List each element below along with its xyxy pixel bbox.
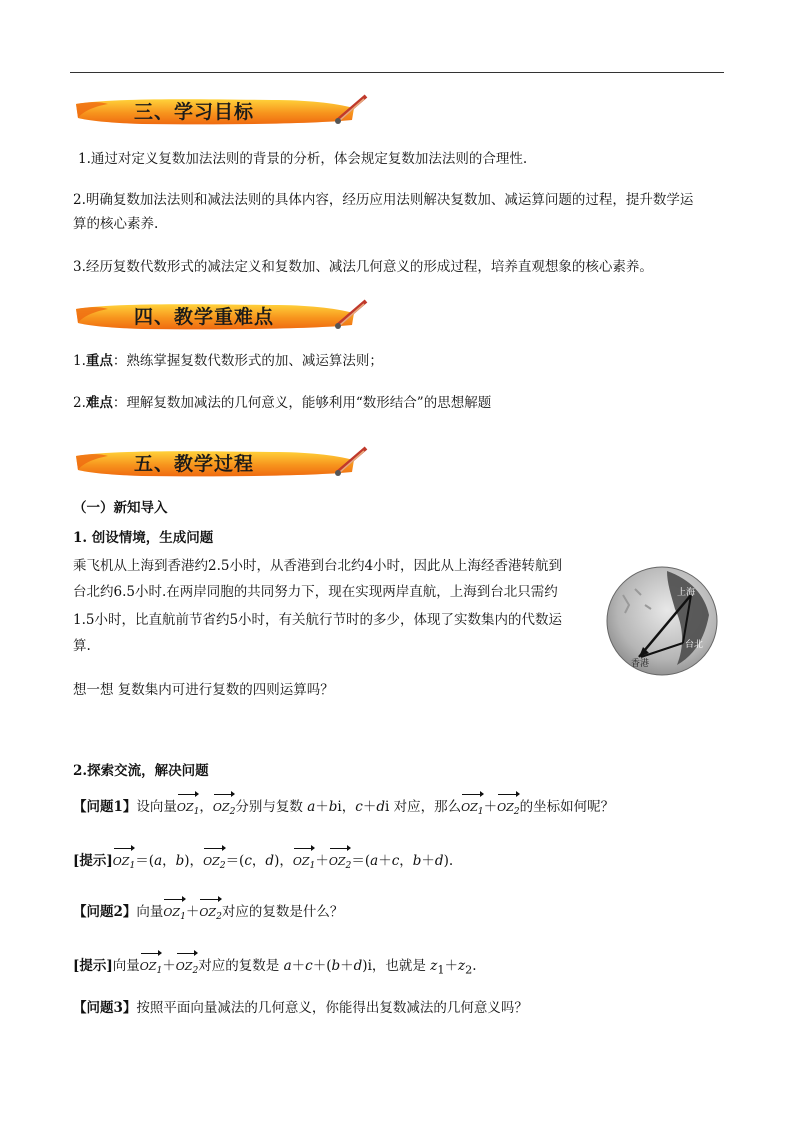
question-1: 【问题1】设向量$OZ_1$，$OZ_2$分别与复数 a＋bi，c＋di 对应，那么$OZ_1+OZ_2$的坐标如何呢？ (73, 792, 614, 824)
map-label-hongkong: 香港 (631, 659, 650, 669)
section-banner-goals (72, 94, 372, 128)
story-line-1: 乘飞机从上海到香港约2.5小时，从香港到台北约4小时，因此从上海经香港转航到 (73, 558, 563, 574)
map-label-shanghai: 上海 (677, 588, 696, 598)
key-point: 1.重点：熟练掌握复数代数形式的加、减运算法则； (73, 353, 383, 369)
hard-point: 2.难点：理解复数加减法的几何意义，能够利用“数形结合”的思想解题 (73, 395, 492, 411)
story-line-4: 算. (73, 638, 91, 654)
map-label-taipei: 台北 (685, 640, 704, 650)
section-title: 三、学习目标 (134, 101, 255, 123)
goal-item-3: 3.经历复数代数形式的减法定义和复数加、减法几何意义的形成过程，培养直观想象的核心素养。 (73, 259, 653, 275)
header-rule (70, 72, 724, 73)
think-prompt: 想一想 复数集内可进行复数的四则运算吗？ (73, 682, 334, 698)
subsection-title: （一）新知导入 (73, 500, 168, 516)
goal-item-2: 2.明确复数加法法则和减法法则的具体内容，经历应用法则解决复数加、减运算问题的过程，提升数学运 (73, 192, 694, 208)
section-title: 五、教学过程 (134, 453, 255, 475)
section-banner-process (72, 446, 372, 480)
hint-2: [提示]向量$OZ_1+OZ_2$对应的复数是 a＋c＋(b＋d)i，也就是 $z_1+z_2$. (73, 951, 477, 983)
step1-title: 1. 创设情境，生成问题 (73, 530, 214, 546)
story-line-3: 1.5小时，比直航前节省约5小时，有关航行节时的多少，体现了实数集内的代数运 (73, 612, 563, 628)
section-banner-keypoints (72, 299, 372, 333)
question-3: 【问题3】按照平面向量减法的几何意义，你能得出复数减法的几何意义吗？ (73, 1000, 528, 1016)
goal-item-1: 1.通过对定义复数加法法则的背景的分析，体会规定复数加法法则的合理性. (78, 151, 528, 167)
step2-title: 2.探索交流，解决问题 (73, 763, 209, 779)
goal-item-2-cont: 算的核心素养. (73, 216, 159, 232)
hint-1: [提示]$OZ_1=(a$，b)，$OZ_2=(c$，d)，$OZ_1+OZ_2=(a+c$，b＋d). (73, 846, 453, 878)
map-illustration (605, 565, 720, 677)
section-title: 四、教学重难点 (134, 306, 275, 328)
story-line-2: 台北约6.5小时.在两岸同胞的共同努力下，现在实现两岸直航，上海到台北只需约 (73, 584, 558, 600)
question-2: 【问题2】向量$OZ_1+OZ_2$对应的复数是什么？ (73, 897, 343, 929)
